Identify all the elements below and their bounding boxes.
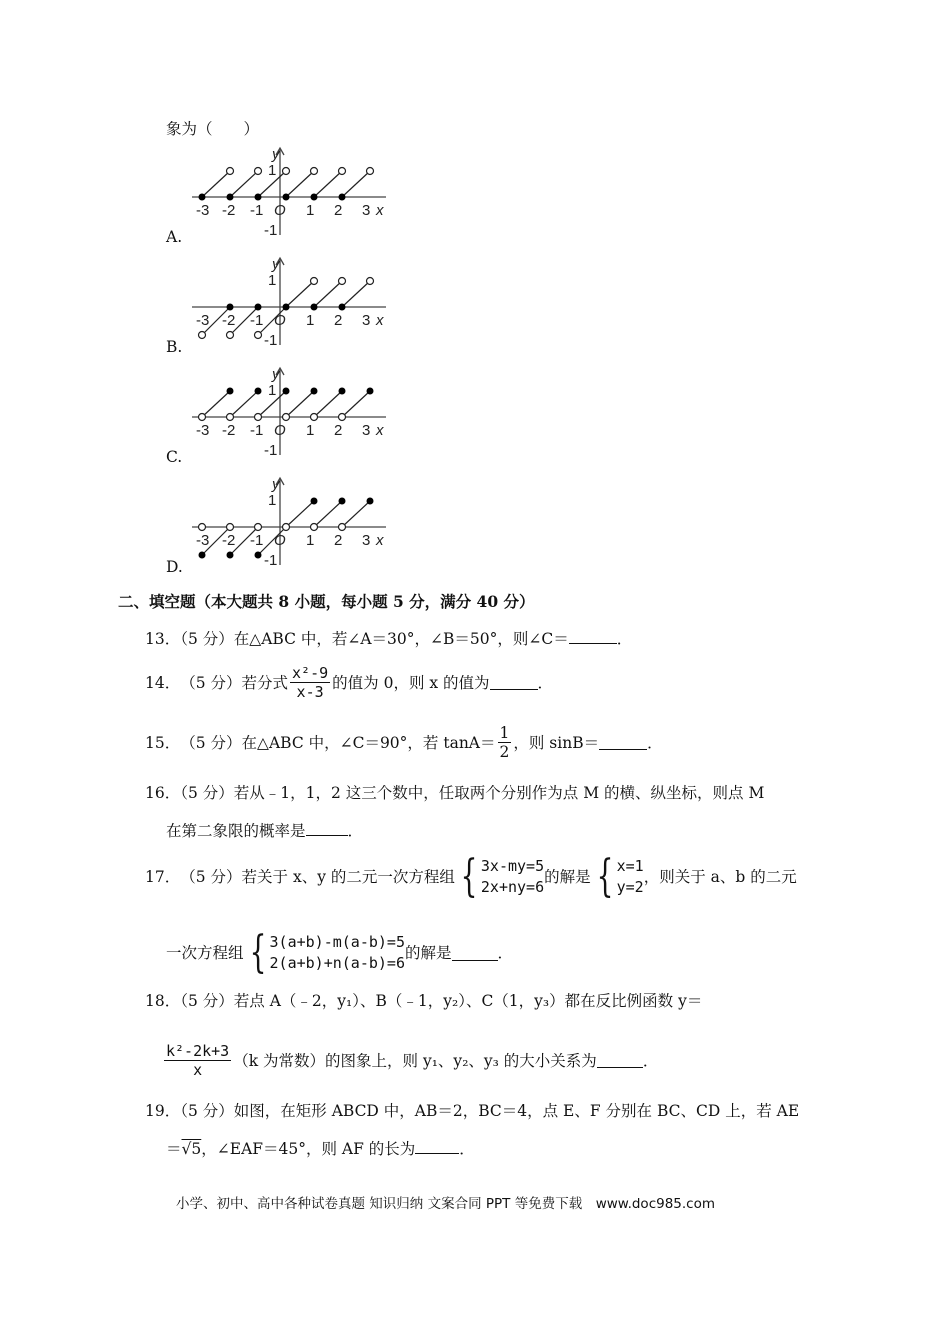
answer-blank[interactable] xyxy=(452,946,498,961)
sqrt-expression: √5 xyxy=(181,1140,202,1158)
svg-text:-1: -1 xyxy=(264,552,278,569)
svg-text:2: 2 xyxy=(334,202,343,219)
svg-text:2: 2 xyxy=(334,422,343,439)
svg-text:y: y xyxy=(272,256,280,273)
page-footer: 小学、初中、高中各种试卷真题 知识归纳 文案合同 PPT 等免费下载 www.doc985.com xyxy=(176,1196,716,1212)
question-text: （5 分）在△ABC 中，若∠A＝30°，∠B＝50°，则∠C＝ xyxy=(180,630,569,648)
svg-text:O: O xyxy=(274,312,286,329)
svg-text:1: 1 xyxy=(268,272,277,289)
question-number: 18． xyxy=(145,992,181,1010)
svg-text:y: y xyxy=(272,146,280,163)
fraction: $\frac{\text{x²-9}}{x-3}$ xyxy=(292,664,329,701)
graph-c xyxy=(190,365,390,460)
answer-blank[interactable] xyxy=(569,629,617,644)
svg-text:1: 1 xyxy=(268,162,277,179)
svg-text:1: 1 xyxy=(306,532,315,549)
question-number: 17． xyxy=(145,868,181,886)
question-16: 16．（5 分）若从﹣1，1，2 这三个数中，任取两个分别作为点 M 的横、纵坐标，则点 M xyxy=(145,784,765,802)
option-d-label: D. xyxy=(166,558,183,576)
svg-text:-3: -3 xyxy=(196,532,210,549)
svg-text:-1: -1 xyxy=(264,332,278,349)
fraction: $\frac{1}{2}$ xyxy=(499,724,510,761)
svg-text:x: x xyxy=(376,312,384,329)
svg-text:y: y xyxy=(272,476,280,493)
equation-system: { 3x-my=5 2x+ny=6 xyxy=(460,851,545,902)
svg-text:3: 3 xyxy=(362,422,371,439)
answer-blank[interactable] xyxy=(306,821,348,836)
svg-text:x: x xyxy=(376,202,384,219)
svg-text:y: y xyxy=(272,366,280,383)
svg-text:3: 3 xyxy=(362,202,371,219)
question-12-tail: 象为（ ） xyxy=(166,120,260,138)
question-13: 13．（5 分）在△ABC 中，若∠A＝30°，∠B＝50°，则∠C＝ ． xyxy=(145,630,633,648)
svg-text:O: O xyxy=(274,202,286,219)
section-heading: 二、填空题（本大题共 8 小题，每小题 5 分，满分 40 分） xyxy=(118,592,535,611)
svg-text:1: 1 xyxy=(306,202,315,219)
svg-text:O: O xyxy=(274,532,286,549)
svg-text:-2: -2 xyxy=(222,202,236,219)
svg-text:x: x xyxy=(376,532,384,549)
question-18-line2: $\frac{\text{k²-2k+3}}{x}$ （k 为常数）的图象上，则 y₁、y₂、y₃ 的大小关系为 ． xyxy=(166,1042,659,1079)
question-14: 14． （5 分）若分式 $\frac{\text{x²-9}}{x-3}$ 的值为 0，则 x 的值为 ． xyxy=(145,664,554,701)
graph-b xyxy=(190,255,390,350)
svg-text:-2: -2 xyxy=(222,422,236,439)
question-17: 17． （5 分）若关于 x、y 的二元一次方程组 { 3x-my=5 2x+ny=6 的解是 { x=1 y=2 ，则关于 a、b 的二元 xyxy=(145,851,797,902)
svg-text:-1: -1 xyxy=(250,202,264,219)
question-18: 18．（5 分）若点 A（﹣2，y₁）、B（﹣1，y₂）、C（1，y₃）都在反比例函数 y＝ xyxy=(145,992,703,1010)
svg-text:3: 3 xyxy=(362,312,371,329)
graph-d xyxy=(190,475,390,570)
svg-text:-1: -1 xyxy=(250,532,264,549)
answer-blank[interactable] xyxy=(599,735,647,750)
graph-a xyxy=(190,145,390,240)
svg-text:-1: -1 xyxy=(250,312,264,329)
answer-blank[interactable] xyxy=(415,1139,459,1154)
svg-text:-2: -2 xyxy=(222,532,236,549)
question-number: 19． xyxy=(145,1102,181,1120)
fraction: $\frac{\text{k²-2k+3}}{x}$ xyxy=(166,1042,230,1079)
svg-text:2: 2 xyxy=(334,532,343,549)
svg-text:-1: -1 xyxy=(250,422,264,439)
question-16-line2: 在第二象限的概率是 ． xyxy=(166,822,364,840)
option-a-label: A. xyxy=(166,228,183,246)
svg-text:-1: -1 xyxy=(264,222,278,239)
question-15: 15． （5 分）在△ABC 中，∠C＝90°，若 tanA＝ $\frac{1}{2}$ ，则 sinB＝ ． xyxy=(145,724,663,761)
solution-system: { x=1 y=2 xyxy=(596,851,644,902)
option-c-label: C. xyxy=(166,448,183,466)
question-17-line2: 一次方程组 { 3(a+b)-m(a-b)=5 2(a+b)+n(a-b)=6 的解是 ． xyxy=(166,927,514,978)
answer-blank[interactable] xyxy=(597,1053,643,1068)
question-19-line2: ＝√5，∠EAF＝45°，则 AF 的长为 ． xyxy=(166,1140,475,1158)
svg-text:1: 1 xyxy=(268,492,277,509)
svg-text:x: x xyxy=(376,422,384,439)
svg-text:1: 1 xyxy=(268,382,277,399)
equation-system: { 3(a+b)-m(a-b)=5 2(a+b)+n(a-b)=6 xyxy=(249,927,405,978)
question-number: 15． xyxy=(145,733,181,752)
answer-blank[interactable] xyxy=(490,675,538,690)
svg-text:2: 2 xyxy=(334,312,343,329)
svg-text:O: O xyxy=(274,422,286,439)
svg-text:-3: -3 xyxy=(196,312,210,329)
question-19: 19．（5 分）如图，在矩形 ABCD 中，AB＝2，BC＝4，点 E、F 分别在 BC、CD 上，若 AE xyxy=(145,1102,800,1120)
question-number: 14． xyxy=(145,673,181,692)
svg-text:-3: -3 xyxy=(196,422,210,439)
svg-text:3: 3 xyxy=(362,532,371,549)
question-number: 16． xyxy=(145,784,181,802)
svg-text:1: 1 xyxy=(306,422,315,439)
option-b-label: B. xyxy=(166,338,183,356)
svg-text:-3: -3 xyxy=(196,202,210,219)
question-number: 13． xyxy=(145,630,181,648)
svg-text:-2: -2 xyxy=(222,312,236,329)
svg-text:-1: -1 xyxy=(264,442,278,459)
svg-text:1: 1 xyxy=(306,312,315,329)
